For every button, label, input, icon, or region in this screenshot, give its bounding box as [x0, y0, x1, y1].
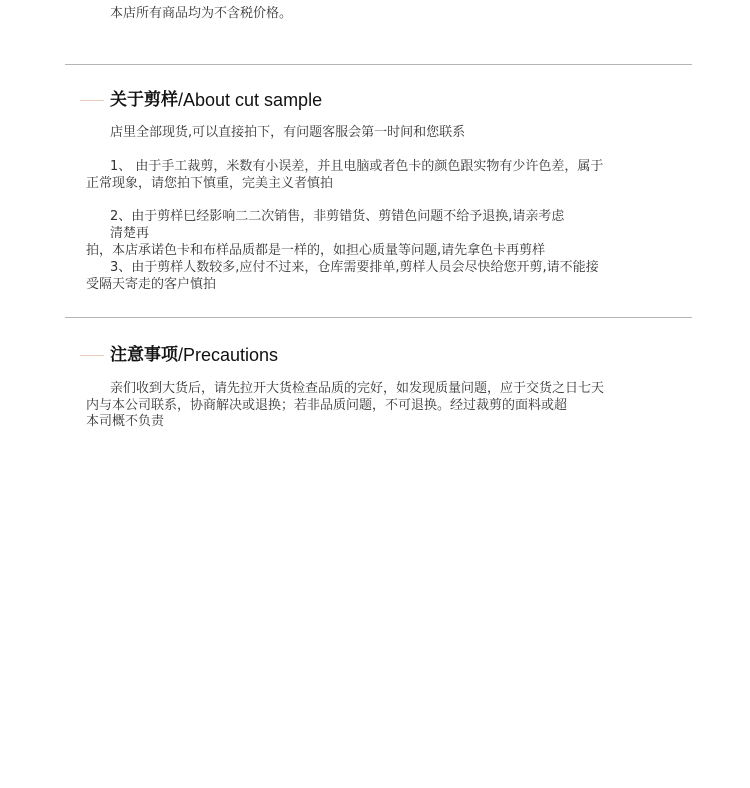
paragraph-line: 1、 由于手工裁剪，米数有小误差，并且电脑或者色卡的颜色跟实物有少许色差，属于 [110, 159, 604, 174]
section-divider [65, 317, 692, 318]
paragraph-line: 本司概不负责 [86, 414, 165, 429]
heading-dash-decoration [80, 100, 104, 101]
section-divider [65, 64, 692, 65]
paragraph-line: 3、由于剪样人数较多,应付不过来，仓库需要排单,剪样人员会尽快给您开剪,请不能接 [110, 260, 599, 275]
paragraph-line: 店里全部现货,可以直接拍下，有问题客服会第一时间和您联系 [110, 125, 466, 140]
tax-note: 本店所有商品均为不含税价格。 [110, 6, 293, 21]
paragraph-line: 拍，本店承诺色卡和布样品质都是一样的，如担心质量等问题,请先拿色卡再剪样 [86, 243, 546, 258]
paragraph-line: 内与本公司联系，协商解决或退换；若非品质问题，不可退换。经过裁剪的面料或超 [86, 398, 568, 413]
paragraph-line: 受隔天寄走的客户慎拍 [86, 277, 217, 292]
heading-dash-decoration [80, 355, 104, 356]
paragraph-line: 2、由于剪样巳经影响二二次销售，非剪错货、剪错色问题不给予退换,请亲考虑 [110, 209, 565, 224]
paragraph-line: 清楚再 [110, 226, 150, 241]
paragraph-line: 正常现象，请您拍下慎重，完美主义者慎拍 [86, 176, 334, 191]
heading-cn: 关于剪样 [110, 90, 178, 110]
heading-en: /About cut sample [178, 90, 323, 110]
heading-cn: 注意事项 [110, 345, 178, 365]
section-heading-cut-sample [80, 87, 322, 113]
paragraph-line: 亲们收到大货后，请先拉开大货检查品质的完好，如发现质量问题，应于交货之日七天 [110, 381, 605, 396]
section-heading-precautions [80, 342, 278, 368]
heading-en: /Precautions [178, 345, 279, 365]
